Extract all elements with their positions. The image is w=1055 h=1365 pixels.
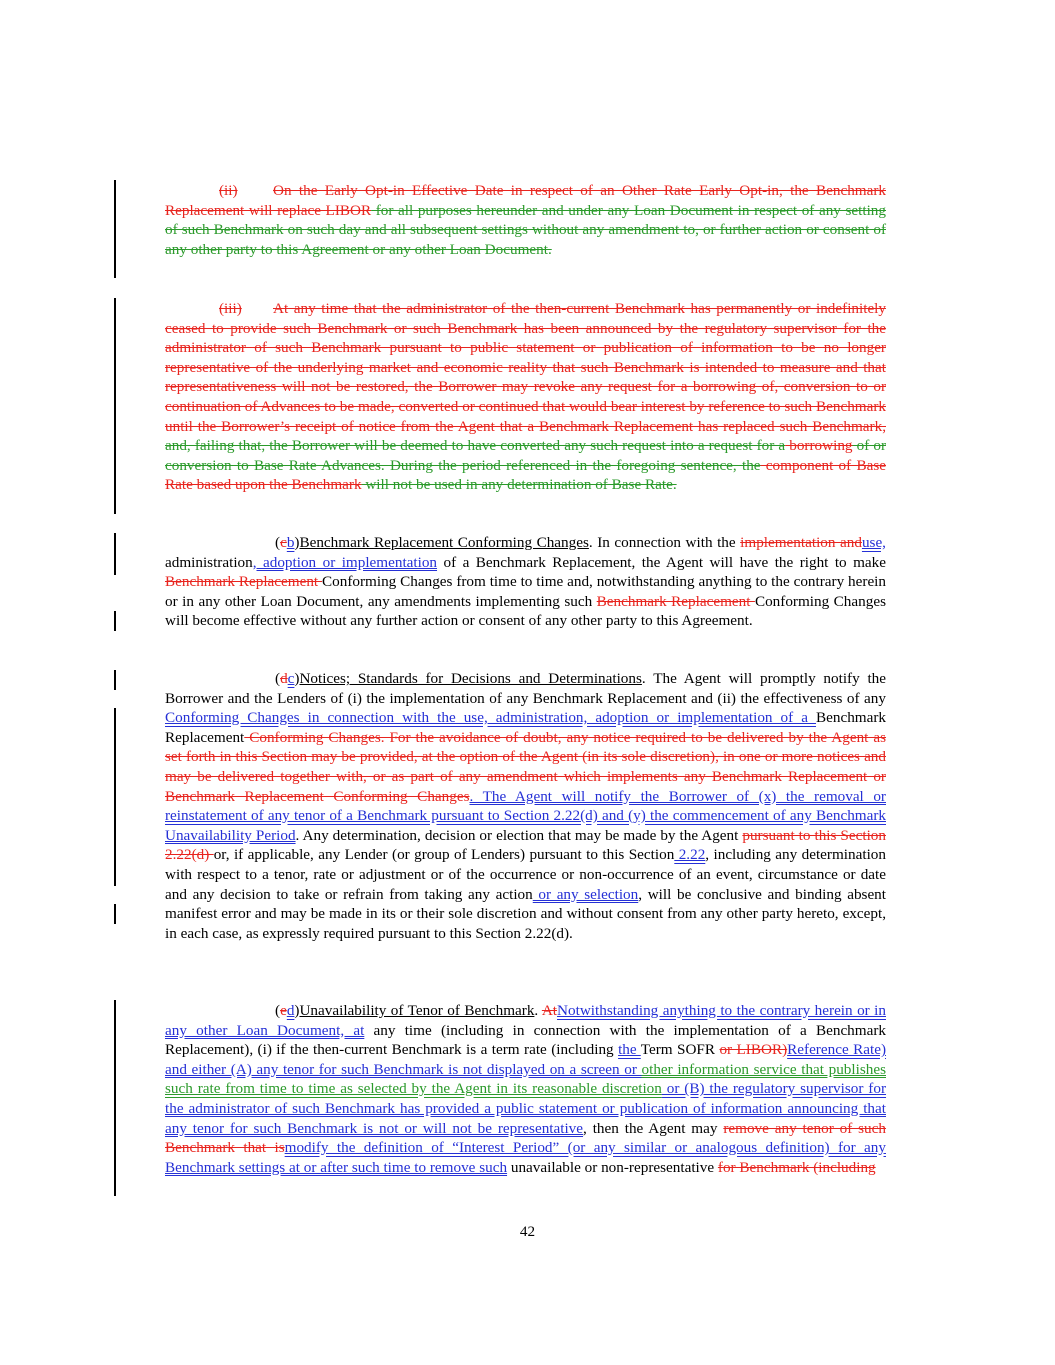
section-title: Unavailability of Tenor of Benchmark <box>299 1002 535 1019</box>
section-label-close: ) <box>294 534 300 551</box>
section-title: Benchmark Replacement Conforming Changes <box>299 534 589 551</box>
deleted-text: for all purposes hereunder and under any Loan Document in respect of any setting of such Benchmark on such day and all subsequent settings without any amendment to, or further action or consent of any other party to this Agreement or any other Loan Document. <box>165 201 886 258</box>
deleted-text: Benchmark Replacement <box>165 573 323 591</box>
paragraph-iii <box>165 299 886 495</box>
paragraph-ii <box>165 181 886 259</box>
body-text: administration <box>165 553 253 571</box>
inserted-letter: b <box>286 534 295 551</box>
change-bar <box>114 611 116 631</box>
change-bar <box>114 904 116 924</box>
deleted-text: will not be used in any determination of Base Rate. <box>361 476 677 494</box>
paragraph-c <box>165 669 886 943</box>
inserted-text: . The Agent will notify the Borrower of (x) the removal or reinstatement of any tenor of a Benchmark pursuant to Section 2.22(d) and (y) the commencement of any Benchmark Unavailability Period <box>165 787 886 844</box>
inserted-letter: c <box>287 670 295 687</box>
inserted-text: use, <box>861 534 886 551</box>
deleted-text: implementation and <box>740 534 862 551</box>
body-text: Conforming Changes from time to time and, notwithstanding anything to the contrary herein or in any other Loan Document, any amendments implementing such <box>165 573 886 610</box>
section-label: (iii) <box>219 300 242 317</box>
deleted-text: Conforming Changes. For the avoidance of doubt, any notice required to be delivered by the Agent as set forth in this Section may be provided, at the option of the Agent (in its sole discretion), in one or more notices and may be delivered together with, or as part of any amendment which implements any Benchmark Replacement or Benchmark Replacement Conforming Changes <box>165 728 886 805</box>
inserted-letter: d <box>286 1002 295 1019</box>
body-text: . In connection with the <box>588 534 741 551</box>
body-text: of a Benchmark Replacement, the Agent will have the right to make <box>437 553 886 571</box>
body-text: Benchmark Replacement <box>165 709 886 746</box>
inserted-text: 2.22 <box>674 846 706 864</box>
body-text: , will be conclusive and binding absent manifest error and may be made in its or their sole discretion and without consent from any other party hereto, except, in each case, as expressly required pursuant to this Section 2.22(d). <box>165 885 886 942</box>
section-label-close: ) <box>294 1002 300 1019</box>
deleted-letter: c <box>280 534 287 551</box>
paragraph-d <box>165 1001 886 1177</box>
deleted-text: At any time that the administrator of the then-current Benchmark has permanently or indefinitely ceased to provide such Benchmark or such Benchmark has been announced by the regulatory supervisor for the administrator of such Benchmark pursuant to public statement or publication of information to be no longer representative of the underlying market and economic reality that such Benchmark is intended to measure and that representativeness will not be restored, the Borrower may revoke any request for a borrowing of, conversion to or continuation of Advances to be made, converted or continued that would bear interest by reference to such Benchmark until the Borrower’s receipt of notice from the Agent that a Benchmark Replacement has replaced such Benchmark, <box>165 300 886 435</box>
section-label: (ii) <box>219 182 238 199</box>
body-text: . Any determination, decision or election that may be made by the Agent <box>295 826 743 844</box>
inserted-text: Conforming Changes in connection with the use, administration, adoption or implementation of a <box>165 709 816 727</box>
deleted-text: Benchmark Replacement <box>596 592 755 610</box>
deleted-text: borrowing <box>785 437 853 455</box>
inserted-text: modify the definition of “Interest Period” (or any similar or analogous definition) for any Benchmark settings at or after such time to remove such <box>165 1139 886 1176</box>
body-text: unavailable or non-representative <box>507 1158 718 1176</box>
deleted-text: At <box>541 1002 558 1019</box>
change-bar <box>114 1000 116 1196</box>
section-label-open: ( <box>275 670 281 687</box>
body-text: . The Agent will promptly notify the Borrower and the Lenders of (i) the implementation of any Benchmark Replacement and (ii) the effectiveness of any <box>165 670 886 707</box>
section-label-close: ) <box>294 670 300 687</box>
deleted-text: and, failing that, the Borrower will be deemed to have converted any such request into a request for a <box>165 437 786 455</box>
inserted-text: Notwithstanding anything to the contrary herein or in any other Loan Document, at <box>165 1002 886 1039</box>
body-text: . <box>534 1002 542 1019</box>
deleted-text: of or conversion to Base Rate Advances. During the period referenced in the foregoing sentence, the <box>165 437 886 474</box>
deleted-text: for Benchmark (including <box>717 1158 876 1176</box>
deleted-text: or LIBOR) <box>719 1041 788 1059</box>
deleted-letter: d <box>280 670 288 687</box>
inserted-text: Reference Rate) and either (A) any tenor for such Benchmark is not displayed on a screen or <box>165 1041 886 1078</box>
body-text: Conforming Changes will become effective without any further action or consent of any other party to this Agreement. <box>165 592 886 630</box>
change-bar <box>114 670 116 690</box>
body-text: Term SOFR <box>640 1041 720 1059</box>
inserted-text: or (B) the regulatory supervisor for the administrator of such Benchmark has provided a public statement or publication of information announcing that any tenor for such Benchmark is not or will not be representative <box>165 1080 887 1137</box>
page-number: 42 <box>519 1223 536 1240</box>
deleted-text: remove any tenor of such Benchmark that is <box>165 1119 886 1157</box>
section-label-open: ( <box>275 534 281 551</box>
deleted-text: component of Base Rate based upon the Benchmark <box>165 456 886 494</box>
body-text: , including any determination with respect to a tenor, rate or adjustment or of the occurrence or non-occurrence of an event, circumstance or date and any decision to take or refrain from taking any action <box>165 846 886 903</box>
inserted-text: the <box>618 1041 641 1059</box>
paragraph-b <box>165 533 886 631</box>
body-text: or, if applicable, any Lender (or group of Lenders) pursuant to this Section <box>213 846 675 864</box>
deleted-letter: e <box>280 1002 287 1019</box>
change-bar <box>114 298 116 514</box>
inserted-text: or any selection <box>532 885 639 903</box>
section-title: Notices; Standards for Decisions and Determinations <box>299 670 642 687</box>
inserted-text: , adoption or implementation <box>252 553 438 571</box>
change-bar <box>114 533 116 575</box>
inserted-text: other information service that publishes such rate from time to time as selected by the Agent in its reasonable discretion <box>165 1060 886 1098</box>
change-bar <box>114 180 116 278</box>
deleted-text: pursuant to this Section 2.22(d) <box>165 826 886 864</box>
body-text: any time (including in connection with the implementation of a Benchmark Replacement), (i) if the then-current Benchmark is a term rate (including <box>165 1021 886 1059</box>
body-text: , then the Agent may <box>583 1119 724 1137</box>
deleted-text: On the Early Opt-in Effective Date in respect of an Other Rate Early Opt-in, the Benchmark Replacement will replace LIBOR <box>165 182 886 219</box>
change-bar <box>114 708 116 886</box>
section-label-open: ( <box>275 1002 281 1019</box>
